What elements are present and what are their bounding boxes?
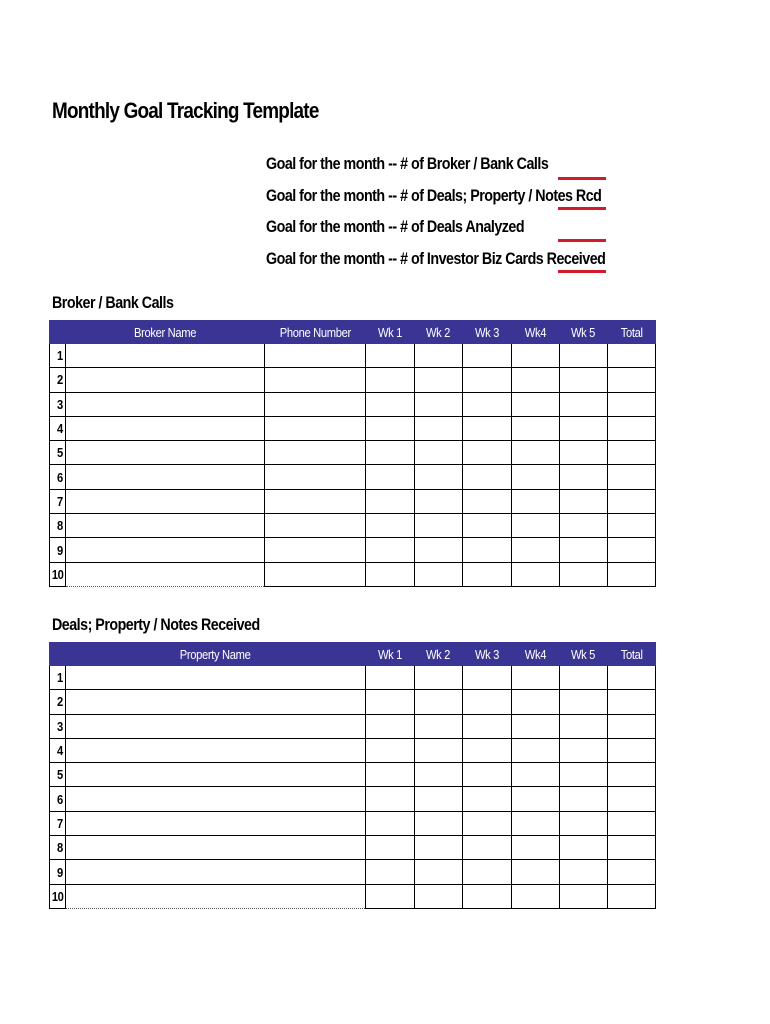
phone-number-cell[interactable] [265, 538, 366, 562]
total-cell[interactable] [608, 416, 656, 440]
row-number: 7 [50, 489, 66, 513]
total-cell[interactable] [608, 489, 656, 513]
column-header-wk3: Wk 3 [463, 643, 512, 666]
row-number: 4 [50, 416, 66, 440]
wk2-cell[interactable] [415, 690, 463, 714]
wk2-cell[interactable] [415, 538, 463, 562]
phone-number-cell[interactable] [265, 465, 366, 489]
wk4-cell[interactable] [512, 489, 560, 513]
table-row [50, 836, 656, 860]
table-row [50, 666, 656, 690]
column-header-number [50, 643, 66, 666]
wk3-cell[interactable] [463, 465, 512, 489]
property-name-cell[interactable] [66, 763, 366, 787]
wk2-cell[interactable] [415, 860, 463, 884]
wk5-cell[interactable] [560, 538, 608, 562]
total-cell[interactable] [608, 787, 656, 811]
total-cell[interactable] [608, 860, 656, 884]
wk5-cell[interactable] [560, 738, 608, 762]
phone-number-cell[interactable] [265, 514, 366, 538]
table-row [50, 811, 656, 835]
column-header-wk4: Wk4 [512, 643, 560, 666]
wk2-cell[interactable] [415, 811, 463, 835]
column-header-wk3: Wk 3 [463, 321, 512, 344]
goal-deals-analyzed: Goal for the month -- # of Deals Analyzed [266, 217, 525, 236]
total-cell[interactable] [608, 836, 656, 860]
property-name-cell[interactable] [66, 836, 366, 860]
wk3-cell[interactable] [463, 514, 512, 538]
wk3-cell[interactable] [463, 344, 512, 368]
row-number: 8 [50, 836, 66, 860]
wk3-cell[interactable] [463, 562, 512, 586]
wk5-cell[interactable] [560, 416, 608, 440]
wk4-cell[interactable] [512, 763, 560, 787]
wk2-cell[interactable] [415, 465, 463, 489]
wk1-cell[interactable] [366, 368, 415, 392]
row-number: 10 [50, 562, 66, 586]
deals-received-table [49, 642, 656, 909]
wk1-cell[interactable] [366, 538, 415, 562]
total-cell[interactable] [608, 441, 656, 465]
broker-name-cell[interactable] [66, 465, 265, 489]
column-header-property-name: Property Name [66, 643, 366, 666]
wk3-cell[interactable] [463, 738, 512, 762]
wk5-cell[interactable] [560, 514, 608, 538]
goals-list [266, 150, 670, 276]
row-number: 10 [50, 884, 66, 908]
table-row [50, 562, 656, 586]
wk4-cell[interactable] [512, 441, 560, 465]
property-name-cell[interactable] [66, 690, 366, 714]
wk5-cell[interactable] [560, 562, 608, 586]
wk4-cell[interactable] [512, 811, 560, 835]
column-header-wk4: Wk4 [512, 321, 560, 344]
wk4-cell[interactable] [512, 416, 560, 440]
column-header-wk2: Wk 2 [415, 321, 463, 344]
wk5-cell[interactable] [560, 344, 608, 368]
wk3-cell[interactable] [463, 489, 512, 513]
wk1-cell[interactable] [366, 489, 415, 513]
row-number: 3 [50, 714, 66, 738]
column-header-broker-name: Broker Name [66, 321, 265, 344]
row-number: 9 [50, 538, 66, 562]
wk4-cell[interactable] [512, 690, 560, 714]
wk3-cell[interactable] [463, 763, 512, 787]
wk3-cell[interactable] [463, 860, 512, 884]
table-row [50, 538, 656, 562]
row-number: 1 [50, 344, 66, 368]
table-row [50, 465, 656, 489]
wk5-cell[interactable] [560, 666, 608, 690]
row-number: 8 [50, 514, 66, 538]
wk3-cell[interactable] [463, 811, 512, 835]
wk1-cell[interactable] [366, 514, 415, 538]
wk5-cell[interactable] [560, 465, 608, 489]
column-header-total: Total [608, 321, 656, 344]
wk5-cell[interactable] [560, 441, 608, 465]
column-header-wk1: Wk 1 [366, 643, 415, 666]
wk3-cell[interactable] [463, 690, 512, 714]
goal-input-line-2[interactable] [558, 207, 606, 210]
row-number: 5 [50, 763, 66, 787]
wk2-cell[interactable] [415, 441, 463, 465]
column-header-wk5: Wk 5 [560, 321, 608, 344]
table-row [50, 860, 656, 884]
wk3-cell[interactable] [463, 392, 512, 416]
wk5-cell[interactable] [560, 884, 608, 908]
row-number: 7 [50, 811, 66, 835]
property-name-cell[interactable] [66, 884, 366, 908]
wk3-cell[interactable] [463, 836, 512, 860]
wk1-cell[interactable] [366, 666, 415, 690]
wk4-cell[interactable] [512, 368, 560, 392]
broker-calls-table [49, 320, 656, 587]
wk2-cell[interactable] [415, 836, 463, 860]
wk2-cell[interactable] [415, 738, 463, 762]
table-row [50, 763, 656, 787]
table-header-row [50, 321, 656, 344]
wk1-cell[interactable] [366, 763, 415, 787]
table-row [50, 392, 656, 416]
goal-broker-calls: Goal for the month -- # of Broker / Bank Calls [266, 154, 549, 173]
wk4-cell[interactable] [512, 344, 560, 368]
table-row [50, 787, 656, 811]
wk2-cell[interactable] [415, 392, 463, 416]
row-number: 5 [50, 441, 66, 465]
table-row [50, 738, 656, 762]
wk1-cell[interactable] [366, 836, 415, 860]
page-title: Monthly Goal Tracking Template [52, 98, 319, 123]
row-number: 6 [50, 787, 66, 811]
wk5-cell[interactable] [560, 811, 608, 835]
wk5-cell[interactable] [560, 836, 608, 860]
column-header-total: Total [608, 643, 656, 666]
row-number: 9 [50, 860, 66, 884]
wk1-cell[interactable] [366, 562, 415, 586]
wk3-cell[interactable] [463, 787, 512, 811]
wk4-cell[interactable] [512, 787, 560, 811]
phone-number-cell[interactable] [265, 441, 366, 465]
phone-number-cell[interactable] [265, 392, 366, 416]
phone-number-cell[interactable] [265, 489, 366, 513]
wk4-cell[interactable] [512, 884, 560, 908]
total-cell[interactable] [608, 690, 656, 714]
broker-section-title: Broker / Bank Calls [52, 293, 174, 312]
property-name-cell[interactable] [66, 811, 366, 835]
property-name-cell[interactable] [66, 787, 366, 811]
wk4-cell[interactable] [512, 836, 560, 860]
wk4-cell[interactable] [512, 714, 560, 738]
property-name-cell[interactable] [66, 860, 366, 884]
wk5-cell[interactable] [560, 714, 608, 738]
wk2-cell[interactable] [415, 344, 463, 368]
wk2-cell[interactable] [415, 514, 463, 538]
row-number: 6 [50, 465, 66, 489]
broker-name-cell[interactable] [66, 392, 265, 416]
wk5-cell[interactable] [560, 787, 608, 811]
row-number: 3 [50, 392, 66, 416]
wk3-cell[interactable] [463, 884, 512, 908]
row-number: 2 [50, 690, 66, 714]
wk1-cell[interactable] [366, 811, 415, 835]
broker-name-cell[interactable] [66, 514, 265, 538]
wk2-cell[interactable] [415, 763, 463, 787]
row-number: 2 [50, 368, 66, 392]
wk5-cell[interactable] [560, 392, 608, 416]
wk5-cell[interactable] [560, 860, 608, 884]
wk3-cell[interactable] [463, 538, 512, 562]
table-row [50, 368, 656, 392]
total-cell[interactable] [608, 562, 656, 586]
wk2-cell[interactable] [415, 368, 463, 392]
wk3-cell[interactable] [463, 416, 512, 440]
wk1-cell[interactable] [366, 392, 415, 416]
wk1-cell[interactable] [366, 416, 415, 440]
table-row [50, 441, 656, 465]
wk4-cell[interactable] [512, 860, 560, 884]
property-name-cell[interactable] [66, 666, 366, 690]
wk2-cell[interactable] [415, 489, 463, 513]
total-cell[interactable] [608, 763, 656, 787]
table-row [50, 489, 656, 513]
wk3-cell[interactable] [463, 714, 512, 738]
wk1-cell[interactable] [366, 690, 415, 714]
goal-input-line-3[interactable] [558, 239, 606, 242]
wk5-cell[interactable] [560, 690, 608, 714]
wk1-cell[interactable] [366, 441, 415, 465]
column-header-wk5: Wk 5 [560, 643, 608, 666]
phone-number-cell[interactable] [265, 368, 366, 392]
wk1-cell[interactable] [366, 344, 415, 368]
wk4-cell[interactable] [512, 738, 560, 762]
wk3-cell[interactable] [463, 368, 512, 392]
total-cell[interactable] [608, 514, 656, 538]
wk5-cell[interactable] [560, 368, 608, 392]
broker-name-cell[interactable] [66, 368, 265, 392]
table-row [50, 344, 656, 368]
wk2-cell[interactable] [415, 416, 463, 440]
goal-input-line-4[interactable] [558, 270, 606, 273]
wk4-cell[interactable] [512, 514, 560, 538]
table-row [50, 690, 656, 714]
wk2-cell[interactable] [415, 884, 463, 908]
wk1-cell[interactable] [366, 787, 415, 811]
row-number: 1 [50, 666, 66, 690]
total-cell[interactable] [608, 465, 656, 489]
wk2-cell[interactable] [415, 714, 463, 738]
wk3-cell[interactable] [463, 666, 512, 690]
wk4-cell[interactable] [512, 538, 560, 562]
total-cell[interactable] [608, 714, 656, 738]
table-row [50, 416, 656, 440]
broker-name-cell[interactable] [66, 344, 265, 368]
phone-number-cell[interactable] [265, 344, 366, 368]
column-header-number [50, 321, 66, 344]
total-cell[interactable] [608, 392, 656, 416]
column-header-wk1: Wk 1 [366, 321, 415, 344]
property-name-cell[interactable] [66, 714, 366, 738]
column-header-phone-number: Phone Number [265, 321, 366, 344]
wk1-cell[interactable] [366, 860, 415, 884]
table-header-row [50, 643, 656, 666]
deals-section-title: Deals; Property / Notes Received [52, 615, 260, 634]
wk5-cell[interactable] [560, 489, 608, 513]
wk2-cell[interactable] [415, 666, 463, 690]
wk2-cell[interactable] [415, 787, 463, 811]
wk3-cell[interactable] [463, 441, 512, 465]
total-cell[interactable] [608, 368, 656, 392]
wk5-cell[interactable] [560, 763, 608, 787]
broker-name-cell[interactable] [66, 489, 265, 513]
column-header-wk2: Wk 2 [415, 643, 463, 666]
broker-name-cell[interactable] [66, 416, 265, 440]
total-cell[interactable] [608, 738, 656, 762]
wk4-cell[interactable] [512, 666, 560, 690]
total-cell[interactable] [608, 538, 656, 562]
broker-name-cell[interactable] [66, 562, 265, 586]
table-row [50, 514, 656, 538]
wk1-cell[interactable] [366, 465, 415, 489]
wk1-cell[interactable] [366, 884, 415, 908]
row-number: 4 [50, 738, 66, 762]
table-row [50, 884, 656, 908]
total-cell[interactable] [608, 666, 656, 690]
wk4-cell[interactable] [512, 392, 560, 416]
wk1-cell[interactable] [366, 714, 415, 738]
wk4-cell[interactable] [512, 562, 560, 586]
wk2-cell[interactable] [415, 562, 463, 586]
total-cell[interactable] [608, 344, 656, 368]
property-name-cell[interactable] [66, 738, 366, 762]
wk4-cell[interactable] [512, 465, 560, 489]
phone-number-cell[interactable] [265, 416, 366, 440]
table-row [50, 714, 656, 738]
total-cell[interactable] [608, 884, 656, 908]
broker-name-cell[interactable] [66, 441, 265, 465]
wk1-cell[interactable] [366, 738, 415, 762]
broker-name-cell[interactable] [66, 538, 265, 562]
goal-deals-received: Goal for the month -- # of Deals; Property / Notes Rcd [266, 185, 602, 205]
phone-number-cell[interactable] [265, 562, 366, 586]
goal-biz-cards: Goal for the month -- # of Investor Biz Cards Received [266, 248, 606, 268]
goal-input-line-1[interactable] [558, 177, 606, 180]
total-cell[interactable] [608, 811, 656, 835]
